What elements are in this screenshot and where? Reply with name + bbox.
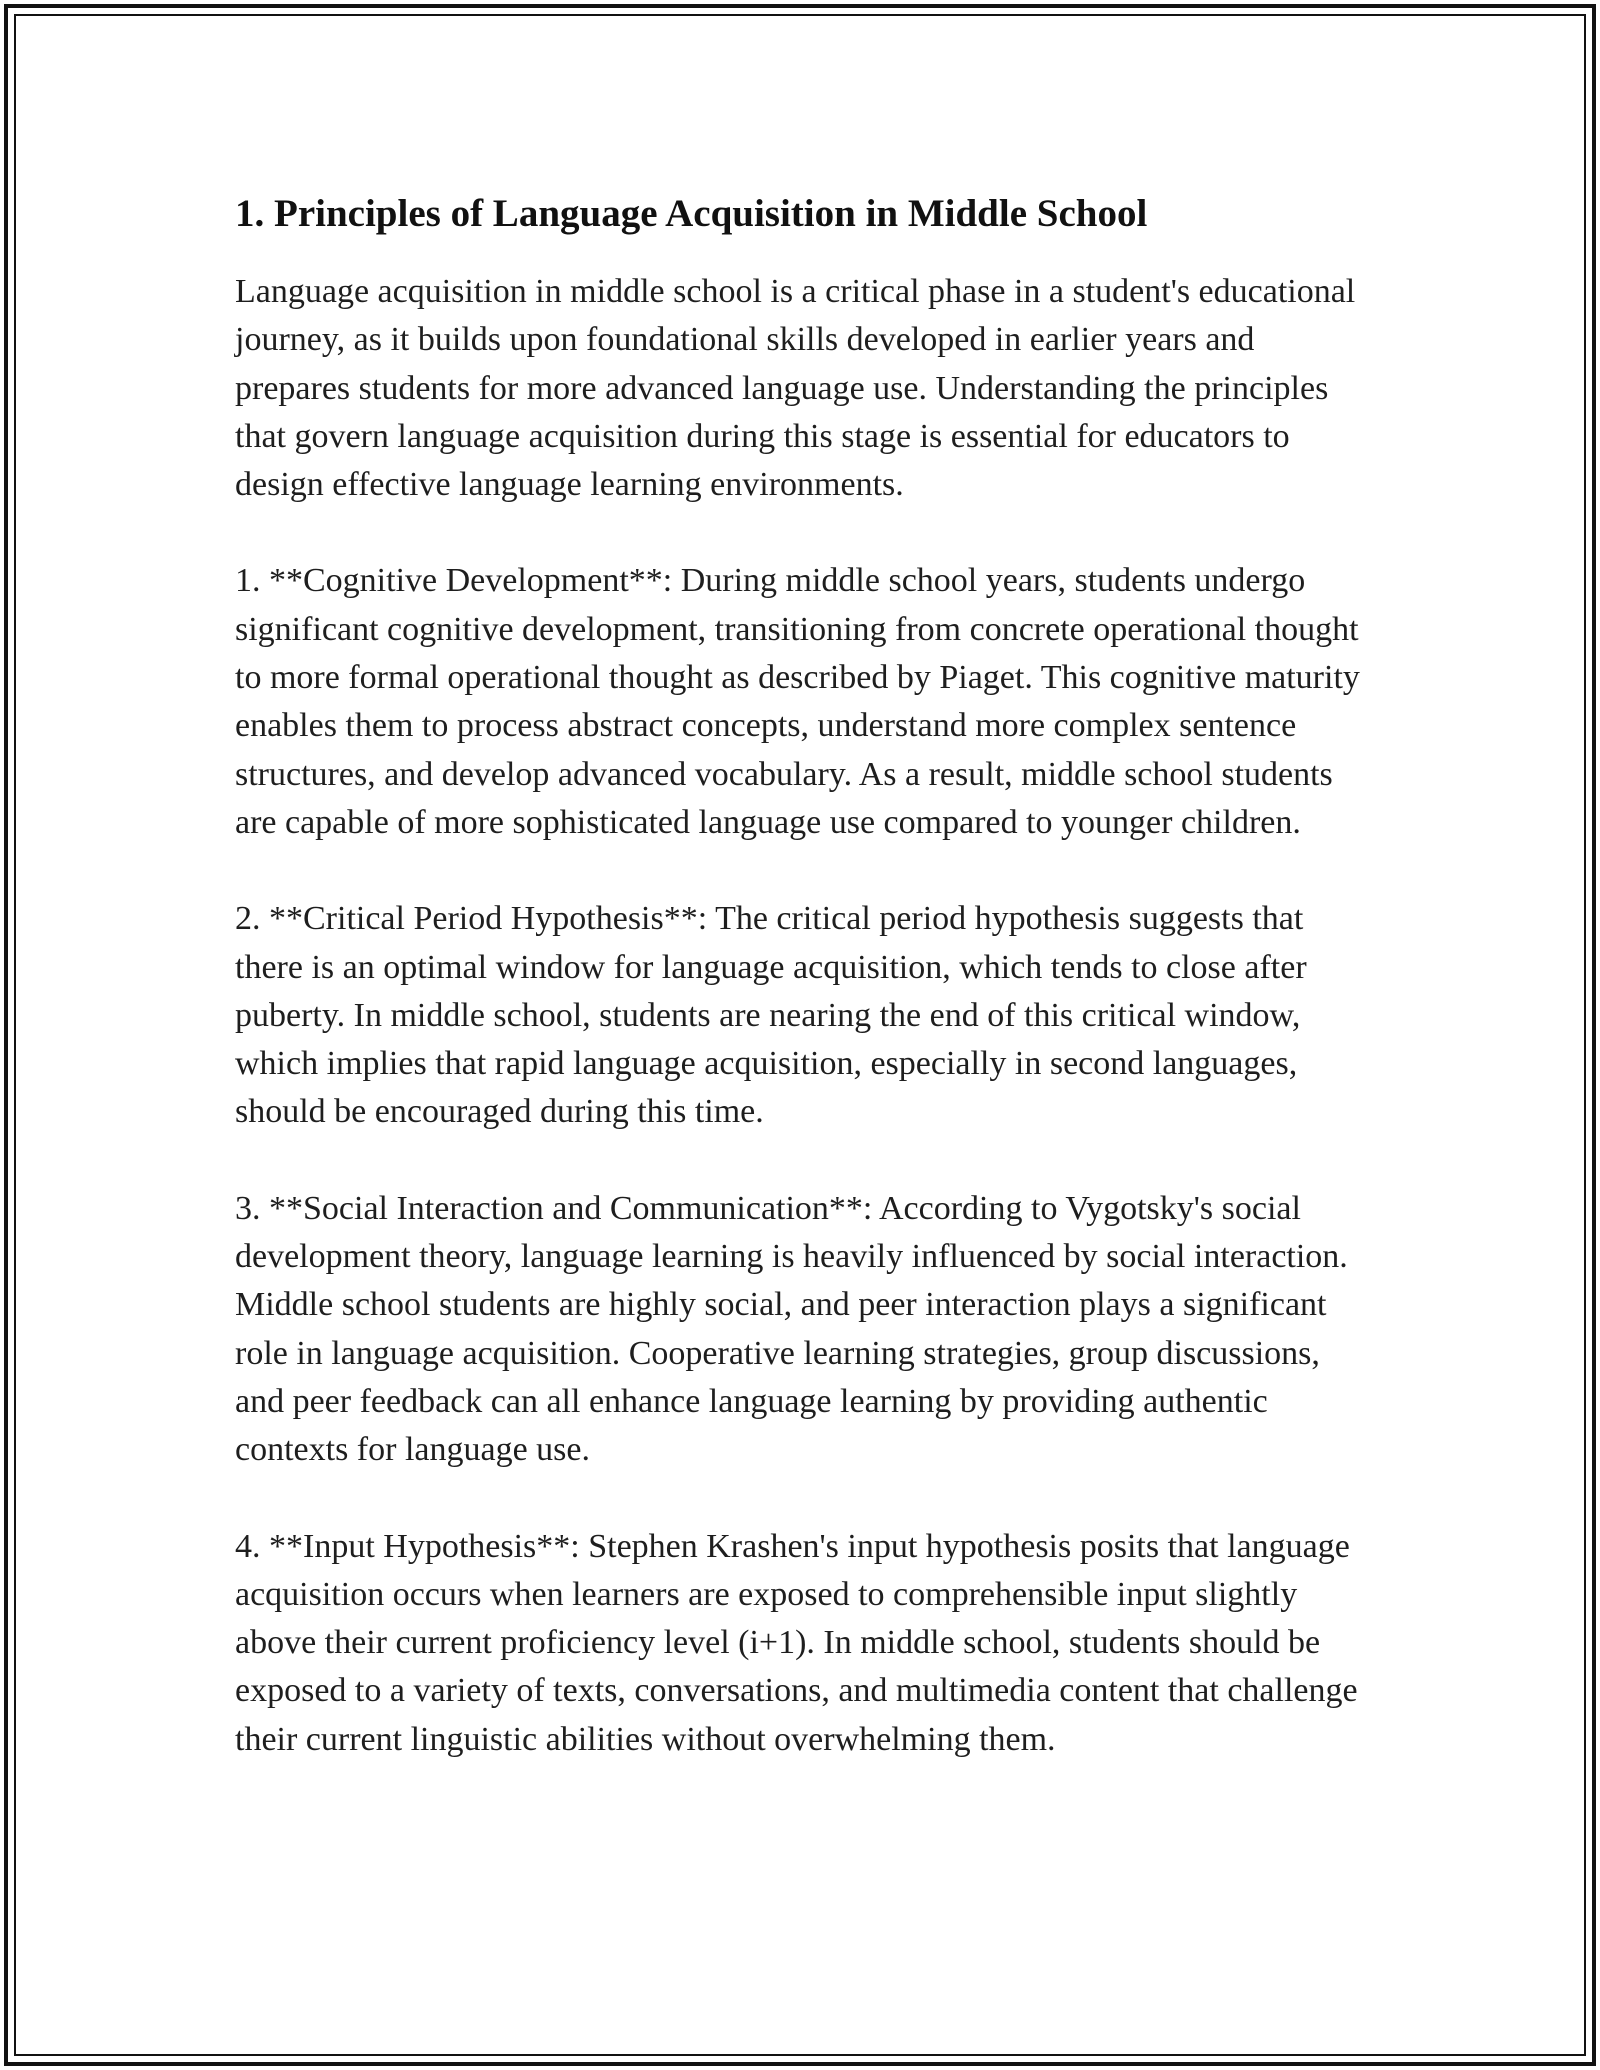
intro-paragraph: Language acquisition in middle school is a critical phase in a student's educational journey, as it builds upon foundational skills developed in earlier years and prepares students for more advanced language use. Understanding the principles that govern language acquisition during this stage is essential for educators to design effective language learning environments. — [235, 273, 1356, 504]
paragraph-input-hypothesis: 4. **Input Hypothesis**: Stephen Krashen's input hypothesis posits that language acquisition occurs when learners are exposed to comprehensible input slightly above their current proficiency level (i+1). In middle school, students should be exposed to a variety of texts, conversations, and multimedia content that challenge their current linguistic abilities without overwhelming them. — [235, 1527, 1358, 1758]
paragraph-social-interaction: 3. **Social Interaction and Communication**: According to Vygotsky's social development theory, language learning is heavily influenced by social interaction. Middle school students are highly social, and peer interaction plays a significant role in language acquisition. Cooperative learning strategies, group discussions, and peer feedback can all enhance language learning by providing authentic contexts for language use. — [235, 1189, 1348, 1469]
section-heading: 1. Principles of Language Acquisition in Middle School — [235, 192, 1148, 235]
document-body — [235, 186, 1375, 1812]
paragraph-cognitive-development: 1. **Cognitive Development**: During middle school years, students undergo significant cognitive development, transitioning from concrete operational thought to more formal operational thought as described by Piaget. This cognitive maturity enables them to process abstract concepts, understand more complex sentence structures, and develop advanced vocabulary. As a result, middle school students are capable of more sophisticated language use compared to younger children. — [235, 562, 1360, 841]
paragraph-critical-period-hypothesis: 2. **Critical Period Hypothesis**: The critical period hypothesis suggests that there is an optimal window for language acquisition, which tends to close after puberty. In middle school, students are nearing the end of this critical window, which implies that rapid language acquisition, especially in second languages, should be encouraged during this time. — [235, 900, 1307, 1131]
